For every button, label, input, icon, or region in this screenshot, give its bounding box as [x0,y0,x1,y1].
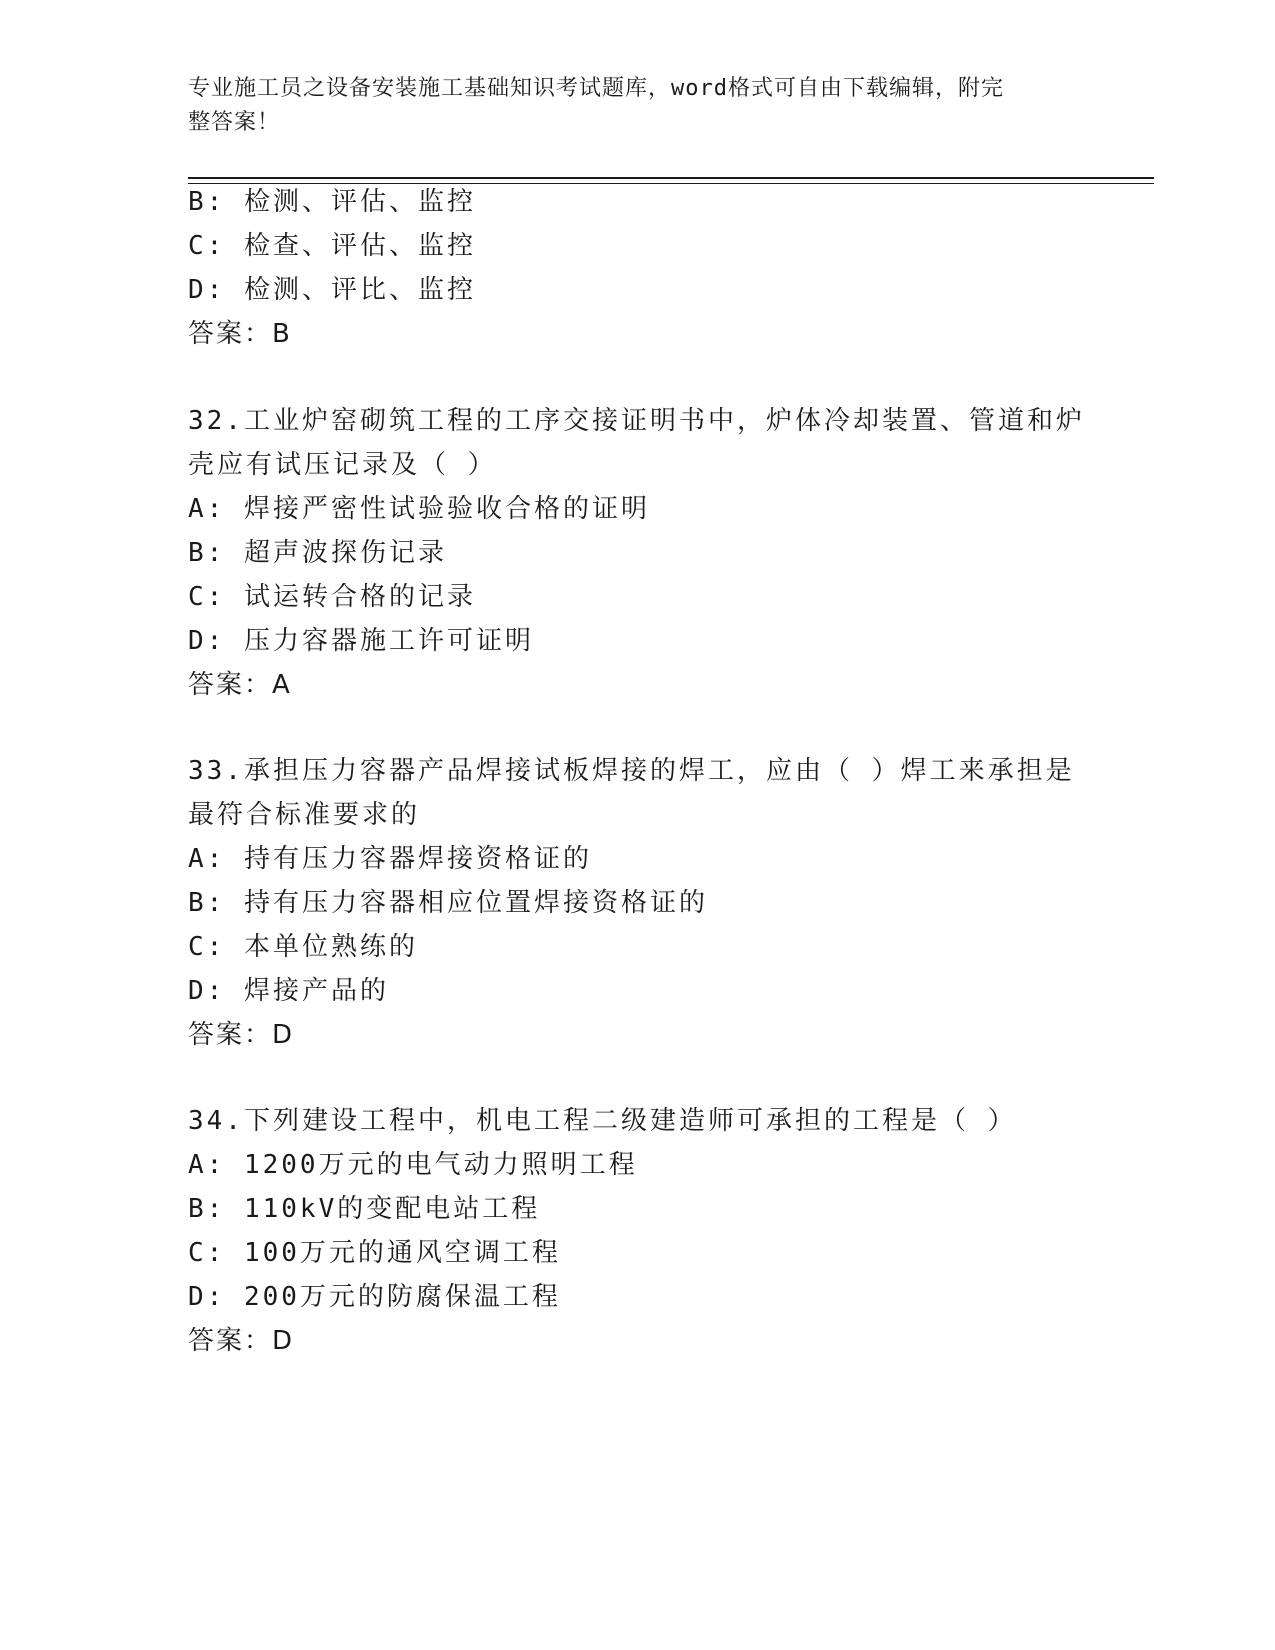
q33-option-d: D: 焊接产品的 [188,976,389,1006]
prev-option-b: B: 检测、评估、监控 [188,187,476,217]
q32-option-d: D: 压力容器施工许可证明 [188,626,534,656]
prev-option-d: D: 检测、评比、监控 [188,275,476,305]
q32-stem-line-1: 32.工业炉窑砌筑工程的工序交接证明书中，炉体冷却装置、管道和炉 [188,406,1085,436]
header-divider-thin [188,183,1154,184]
q34-stem-line-1: 34.下列建设工程中，机电工程二级建造师可承担的工程是（ ） [188,1106,1017,1136]
q33-option-b: B: 持有压力容器相应位置焊接资格证的 [188,888,708,918]
q34-option-a: A: 1200万元的电气动力照明工程 [188,1150,638,1180]
q32-option-c: C: 试运转合格的记录 [188,582,476,612]
q34-option-d: D: 200万元的防腐保温工程 [188,1282,561,1312]
q32-answer: 答案：A [188,670,292,700]
header-divider-thick [188,177,1154,179]
q32-option-b: B: 超声波探伤记录 [188,538,447,568]
q32-stem-line-2: 壳应有试压记录及（ ） [188,450,497,480]
q33-answer: 答案：D [188,1020,295,1050]
header-line-1: 专业施工员之设备安装施工基础知识考试题库，word格式可自由下载编辑，附完 [188,76,1004,101]
q34-option-c: C: 100万元的通风空调工程 [188,1238,561,1268]
q32-option-a: A: 焊接严密性试验验收合格的证明 [188,494,650,524]
q34-option-b: B: 110kV的变配电站工程 [188,1194,541,1224]
header-line-2: 整答案！ [188,110,281,135]
q33-stem-line-2: 最符合标准要求的 [188,800,421,830]
q33-option-c: C: 本单位熟练的 [188,932,418,962]
document-header [188,72,1068,140]
q33-option-a: A: 持有压力容器焊接资格证的 [188,844,592,874]
prev-option-c: C: 检查、评估、监控 [188,231,476,261]
prev-answer: 答案：B [188,319,292,349]
q34-answer: 答案：D [188,1326,295,1356]
q33-stem-line-1: 33.承担压力容器产品焊接试板焊接的焊工，应由（ ）焊工来承担是 [188,756,1075,786]
